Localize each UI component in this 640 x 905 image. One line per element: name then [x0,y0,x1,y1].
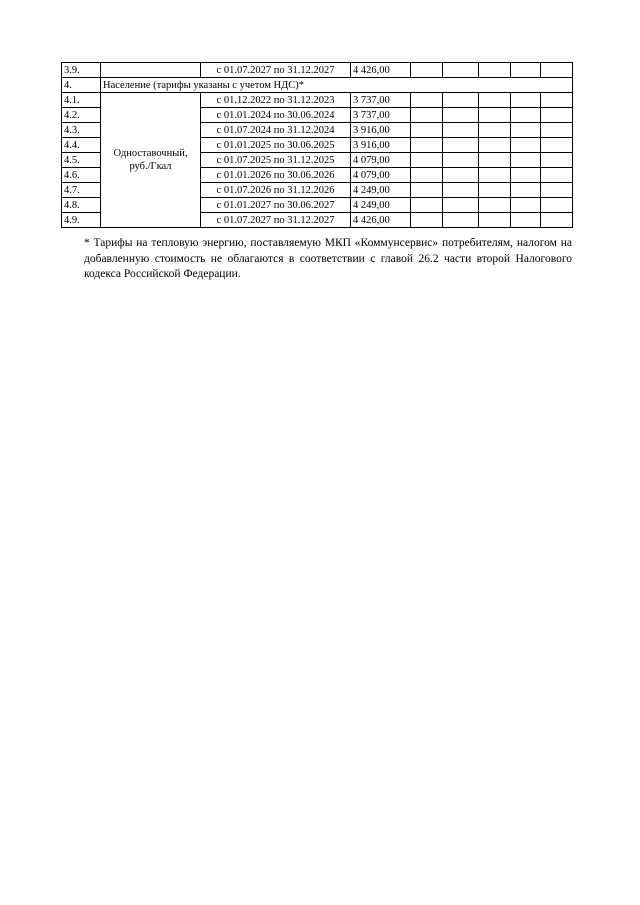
tariff-value: 3 916,00 [351,138,411,153]
empty-cell [511,93,541,108]
period-cell: с 01.12.2022 по 31.12.2023 [201,93,351,108]
period-cell: с 01.07.2027 по 31.12.2027 [201,63,351,78]
empty-cell [411,93,443,108]
empty-cell [511,168,541,183]
tariff-value: 3 737,00 [351,108,411,123]
empty-cell [411,168,443,183]
empty-cell [411,63,443,78]
empty-cell [443,168,479,183]
empty-cell [411,183,443,198]
period-cell: с 01.01.2024 по 30.06.2024 [201,108,351,123]
empty-cell [541,168,573,183]
tariff-value: 4 079,00 [351,153,411,168]
empty-cell [479,93,511,108]
row-number: 4.3. [62,123,101,138]
footnote-text: * Тарифы на тепловую энергию, поставляемую МКП «Коммунсервис» потребителям, налогом на добавленную стоимость не облагаются в соответствии с главой 26.2 части второй Налогового кодекса Российской Федерации. [84,237,572,280]
tariff-value: 4 249,00 [351,198,411,213]
empty-cell [511,198,541,213]
empty-cell [101,63,201,78]
empty-cell [443,198,479,213]
empty-cell [411,108,443,123]
empty-cell [541,93,573,108]
period-cell: с 01.01.2025 по 30.06.2025 [201,138,351,153]
empty-cell [479,138,511,153]
tariff-value: 4 426,00 [351,63,411,78]
empty-cell [443,123,479,138]
empty-cell [511,213,541,228]
tariff-type-label: Одноставочный, руб./Гкал [101,93,201,228]
row-number: 4.4. [62,138,101,153]
empty-cell [443,93,479,108]
table-row [62,93,573,108]
empty-cell [541,213,573,228]
period-cell: с 01.01.2026 по 30.06.2026 [201,168,351,183]
empty-cell [411,138,443,153]
row-number: 4.1. [62,93,101,108]
empty-cell [443,108,479,123]
section-title: Население (тарифы указаны с учетом НДС)* [101,78,573,93]
empty-cell [479,123,511,138]
empty-cell [479,108,511,123]
tariff-value: 4 426,00 [351,213,411,228]
row-number: 4.7. [62,183,101,198]
empty-cell [541,63,573,78]
row-number: 4.2. [62,108,101,123]
empty-cell [511,108,541,123]
period-cell: с 01.07.2025 по 31.12.2025 [201,153,351,168]
empty-cell [443,183,479,198]
empty-cell [541,138,573,153]
empty-cell [541,153,573,168]
empty-cell [479,183,511,198]
empty-cell [479,168,511,183]
empty-cell [411,153,443,168]
empty-cell [411,213,443,228]
empty-cell [411,123,443,138]
empty-cell [443,153,479,168]
empty-cell [511,138,541,153]
section-number: 4. [62,78,101,93]
section-header-row [62,78,573,93]
empty-cell [479,213,511,228]
empty-cell [511,63,541,78]
period-cell: с 01.07.2024 по 31.12.2024 [201,123,351,138]
vat-footnote [84,236,572,283]
empty-cell [479,198,511,213]
empty-cell [541,183,573,198]
empty-cell [511,123,541,138]
row-number: 4.9. [62,213,101,228]
row-number: 3.9. [62,63,101,78]
empty-cell [479,63,511,78]
period-cell: с 01.07.2027 по 31.12.2027 [201,213,351,228]
empty-cell [411,198,443,213]
table-row-3-9 [62,63,573,78]
empty-cell [479,153,511,168]
period-cell: с 01.01.2027 по 30.06.2027 [201,198,351,213]
tariff-value: 4 079,00 [351,168,411,183]
tariff-value: 3 916,00 [351,123,411,138]
row-number: 4.8. [62,198,101,213]
empty-cell [443,138,479,153]
empty-cell [541,198,573,213]
empty-cell [541,108,573,123]
tariff-value: 3 737,00 [351,93,411,108]
tariff-table [61,62,573,228]
empty-cell [511,183,541,198]
empty-cell [541,123,573,138]
period-cell: с 01.07.2026 по 31.12.2026 [201,183,351,198]
row-number: 4.5. [62,153,101,168]
row-number: 4.6. [62,168,101,183]
tariff-value: 4 249,00 [351,183,411,198]
empty-cell [511,153,541,168]
empty-cell [443,63,479,78]
empty-cell [443,213,479,228]
